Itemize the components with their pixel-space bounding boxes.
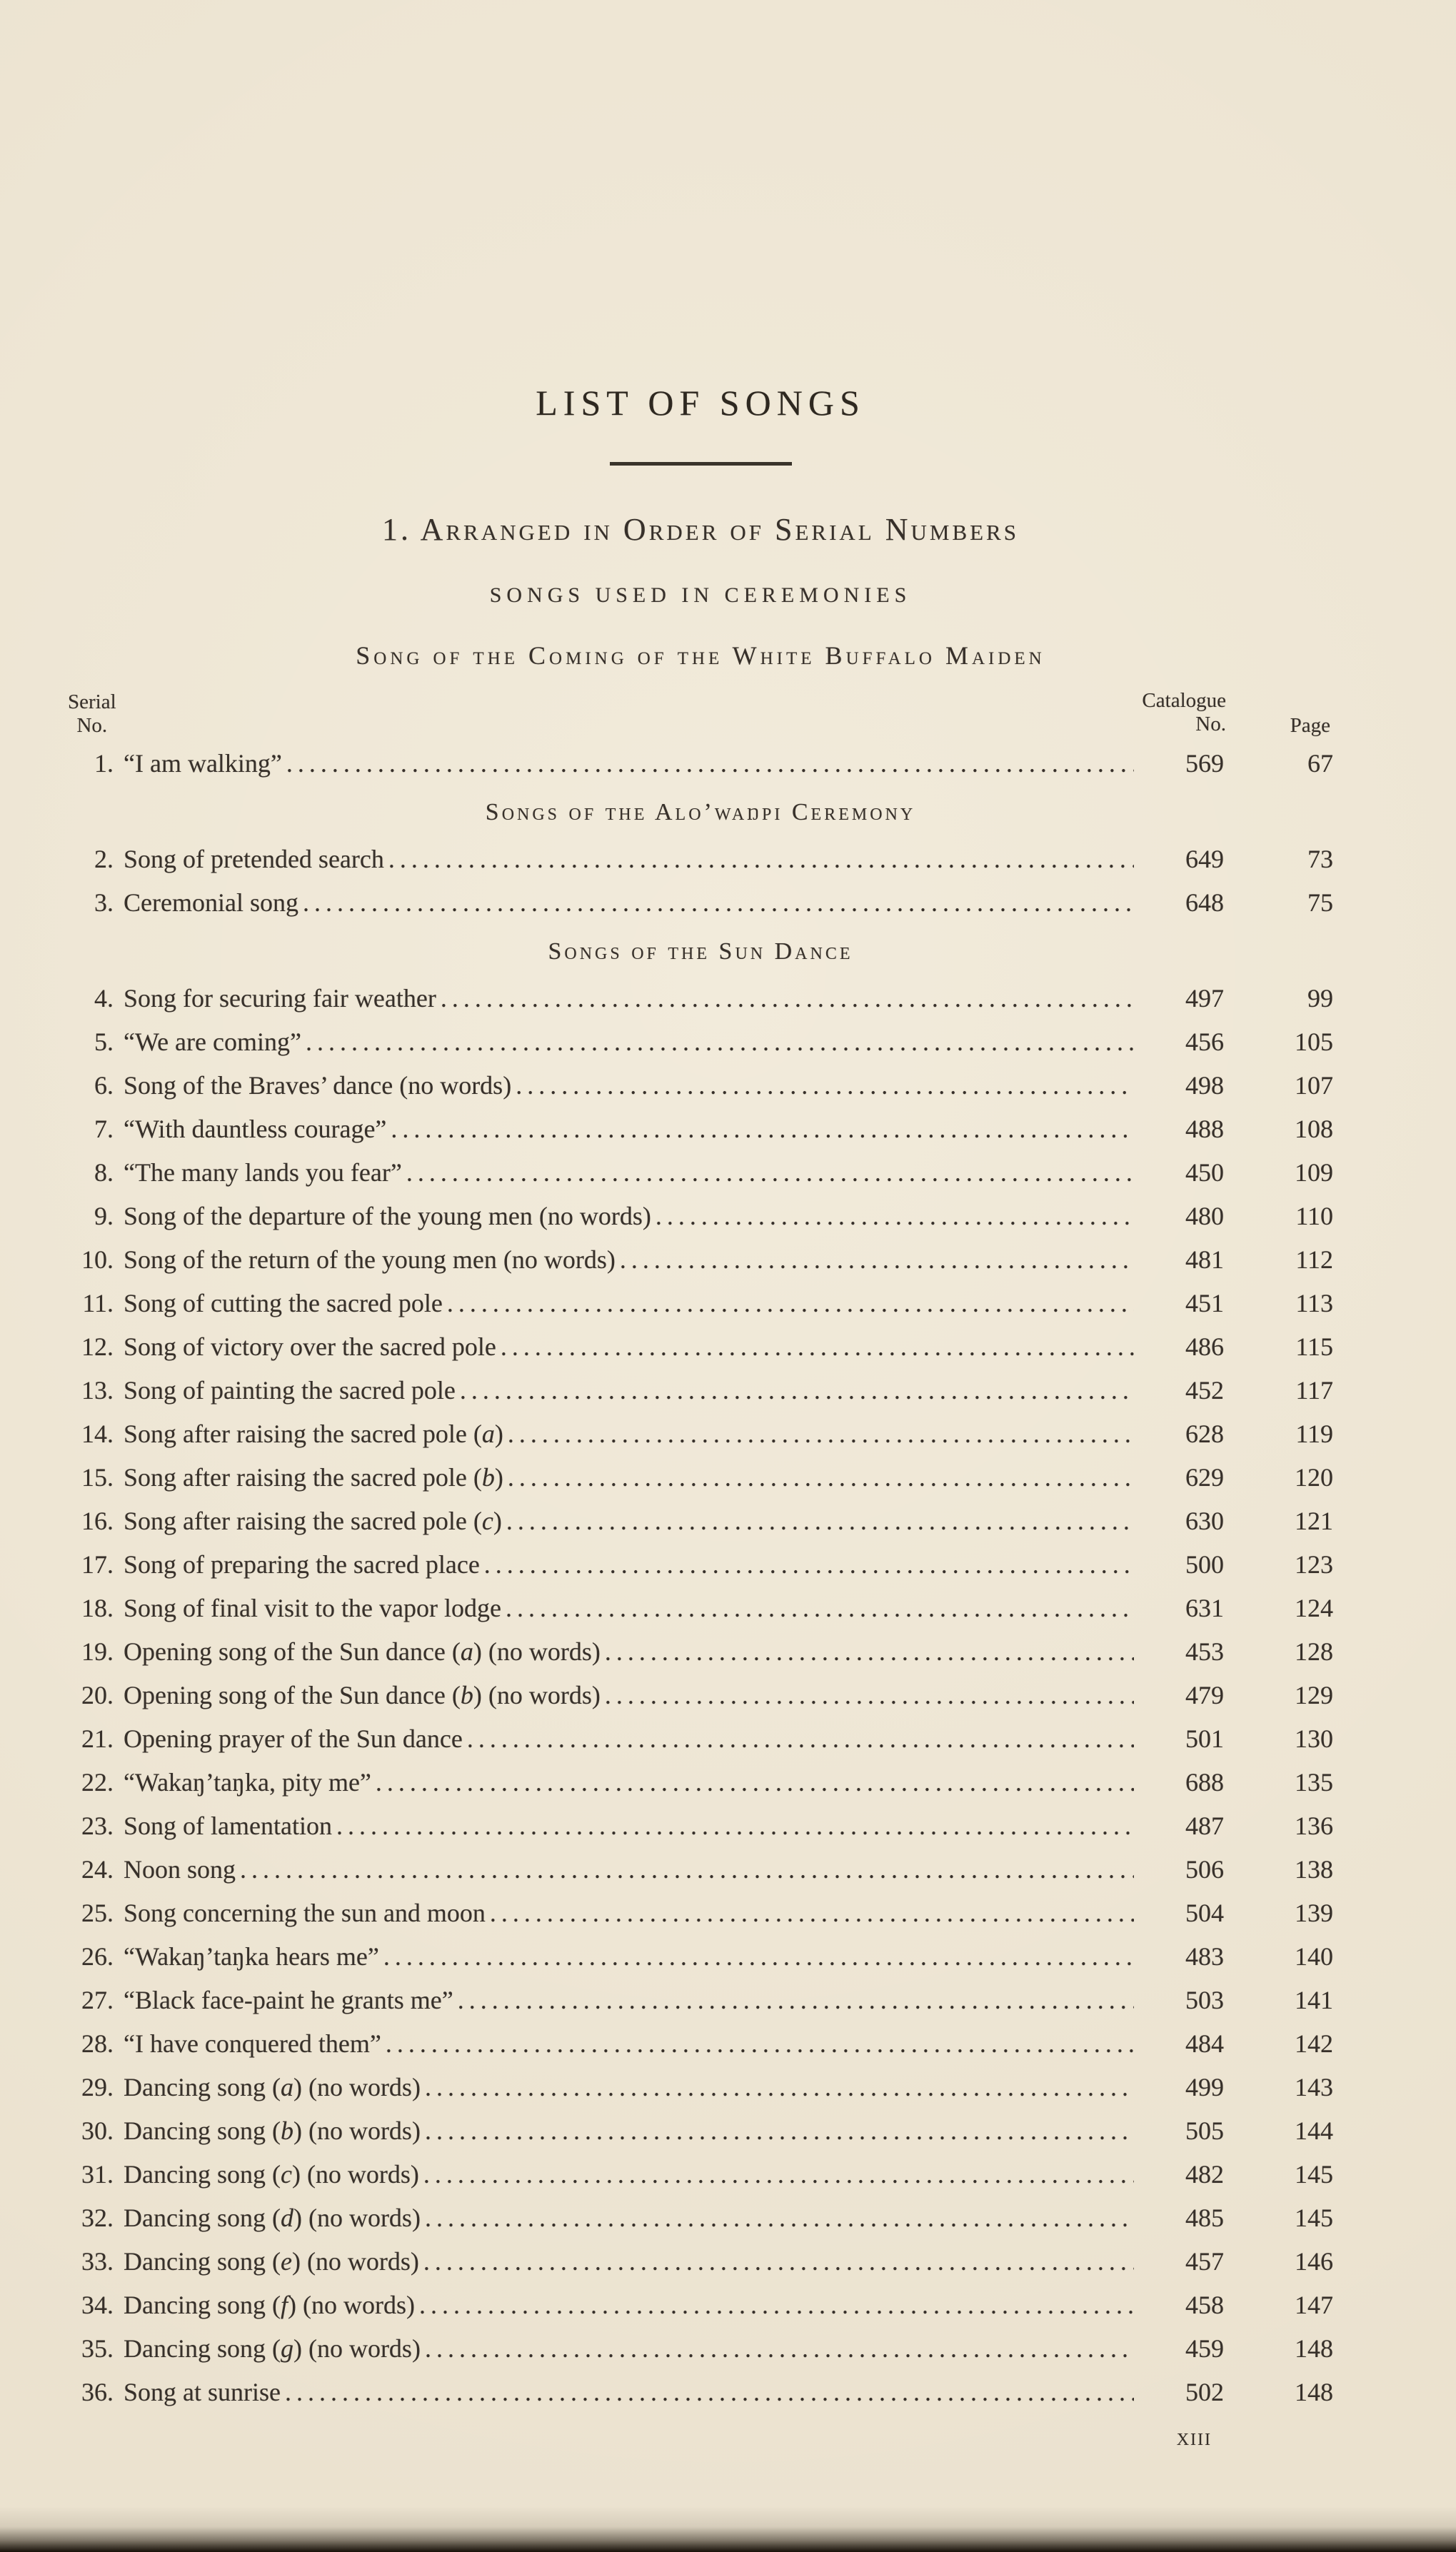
serial-number: 36. xyxy=(81,2378,114,2406)
title-rule xyxy=(610,462,792,466)
catalogue-number: 688 xyxy=(1185,1768,1224,1797)
page-number: 110 xyxy=(1295,1202,1333,1230)
serial-number: 35. xyxy=(81,2334,114,2363)
serial-number: 9. xyxy=(94,1202,114,1230)
list-row xyxy=(68,1761,1333,1804)
serial-number: 34. xyxy=(81,2291,114,2319)
song-title: Song for securing fair weather xyxy=(124,984,436,1013)
serial-number: 2. xyxy=(94,845,114,873)
song-title: “With dauntless courage” xyxy=(124,1115,387,1143)
list-row xyxy=(68,742,1333,785)
dot-leader xyxy=(508,1456,1134,1499)
page-number: 129 xyxy=(1295,1681,1333,1709)
list-row xyxy=(68,2371,1333,2414)
song-title: Song of preparing the sacred place xyxy=(124,1550,480,1579)
song-title: “We are coming” xyxy=(124,1028,301,1056)
song-title: Dancing song (f) (no words) xyxy=(124,2291,415,2319)
catalogue-number: 458 xyxy=(1185,2291,1224,2319)
dot-leader xyxy=(240,1848,1134,1892)
song-title: Dancing song (c) (no words) xyxy=(124,2160,419,2189)
dot-leader xyxy=(447,1282,1134,1325)
catalogue-number: 459 xyxy=(1185,2334,1224,2363)
list-row xyxy=(68,2066,1333,2109)
catalogue-number: 452 xyxy=(1185,1376,1224,1405)
page-number: 145 xyxy=(1295,2204,1333,2232)
catalogue-number: 485 xyxy=(1185,2204,1224,2232)
catalogue-number: 504 xyxy=(1185,1899,1224,1927)
dot-leader xyxy=(458,1979,1134,2022)
list-row xyxy=(68,1804,1333,1848)
serial-number: 6. xyxy=(94,1071,114,1100)
catalogue-number: 649 xyxy=(1185,845,1224,873)
song-title: Dancing song (e) (no words) xyxy=(124,2247,419,2276)
section-heading: Songs of the Sun Dance xyxy=(548,938,853,965)
table-header xyxy=(68,689,1333,742)
list-row xyxy=(68,1282,1333,1325)
serial-number: 15. xyxy=(81,1463,114,1492)
list-row xyxy=(68,1587,1333,1630)
song-title: Song at sunrise xyxy=(124,2378,281,2406)
page-number: 135 xyxy=(1295,1768,1333,1797)
page-number: 105 xyxy=(1295,1028,1333,1056)
page-number: 107 xyxy=(1295,1071,1333,1100)
page-number: 143 xyxy=(1295,2073,1333,2101)
song-title: Song of victory over the sacred pole xyxy=(124,1332,496,1361)
list-row xyxy=(68,1979,1333,2022)
list-row xyxy=(68,1456,1333,1499)
page-number: 112 xyxy=(1295,1245,1333,1274)
catalogue-number: 486 xyxy=(1185,1332,1224,1361)
list-row xyxy=(68,881,1333,925)
section-heading: Songs of the Alo’waŋpi Ceremony xyxy=(485,799,916,825)
serial-number: 11. xyxy=(82,1289,114,1317)
page-number: 124 xyxy=(1295,1594,1333,1622)
page-number: 140 xyxy=(1295,1942,1333,1971)
heading-serial-order: 1. Arranged in Order of Serial Numbers xyxy=(382,512,1019,547)
dot-leader xyxy=(376,1761,1134,1804)
page-edge-shadow xyxy=(0,2506,1456,2552)
page-number: 117 xyxy=(1295,1376,1333,1405)
serial-number: 31. xyxy=(81,2160,114,2189)
dot-leader xyxy=(286,742,1134,785)
page-title: LIST OF SONGS xyxy=(536,383,865,423)
song-title: Opening song of the Sun dance (a) (no words) xyxy=(124,1637,601,1666)
serial-number: 21. xyxy=(81,1724,114,1753)
dot-leader xyxy=(391,1107,1134,1151)
list-row xyxy=(68,1325,1333,1369)
list-row xyxy=(68,2022,1333,2066)
catalogue-number: 503 xyxy=(1185,1986,1224,2014)
song-title: Song after raising the sacred pole (a) xyxy=(124,1420,503,1448)
song-title: Song of the Braves’ dance (no words) xyxy=(124,1071,512,1100)
song-title: Dancing song (g) (no words) xyxy=(124,2334,421,2363)
catalogue-number: 483 xyxy=(1185,1942,1224,1971)
serial-number: 3. xyxy=(94,888,114,917)
list-row xyxy=(68,2196,1333,2240)
list-row xyxy=(68,1369,1333,1412)
serial-number: 12. xyxy=(81,1332,114,1361)
dot-leader xyxy=(419,2284,1134,2327)
list-row xyxy=(68,1499,1333,1543)
serial-number: 1. xyxy=(94,749,114,778)
dot-leader xyxy=(484,1543,1134,1587)
song-title: Noon song xyxy=(124,1855,236,1884)
dot-leader xyxy=(490,1892,1134,1935)
song-title: Song of the return of the young men (no words) xyxy=(124,1245,616,1274)
page-number: 120 xyxy=(1295,1463,1333,1492)
dot-leader xyxy=(388,838,1134,881)
dot-leader xyxy=(423,2240,1134,2284)
dot-leader xyxy=(425,2196,1134,2240)
page-number: 113 xyxy=(1295,1289,1333,1317)
song-title: “I have conquered them” xyxy=(124,2029,381,2058)
catalogue-number: 487 xyxy=(1185,1812,1224,1840)
catalogue-header-line1: Catalogue xyxy=(1142,689,1226,712)
list-row xyxy=(68,838,1333,881)
catalogue-number: 501 xyxy=(1185,1724,1224,1753)
dot-leader xyxy=(383,1935,1134,1979)
page-number: 146 xyxy=(1295,2247,1333,2276)
song-title: Dancing song (b) (no words) xyxy=(124,2116,421,2145)
serial-number: 4. xyxy=(94,984,114,1013)
dot-leader xyxy=(306,1020,1134,1064)
catalogue-number: 648 xyxy=(1185,888,1224,917)
serial-number: 27. xyxy=(81,1986,114,2014)
heading-white-buffalo-maiden: Song of the Coming of the White Buffalo Maiden xyxy=(356,641,1045,670)
catalogue-number: 502 xyxy=(1185,2378,1224,2406)
page-number: 123 xyxy=(1295,1550,1333,1579)
dot-leader xyxy=(386,2022,1134,2066)
serial-number: 10. xyxy=(81,1245,114,1274)
page-folio: xiii xyxy=(1176,2424,1212,2451)
list-row xyxy=(68,2284,1333,2327)
page-number: 148 xyxy=(1295,2378,1333,2406)
page-number: 144 xyxy=(1295,2116,1333,2145)
list-row xyxy=(68,1848,1333,1892)
dot-leader xyxy=(516,1064,1134,1107)
song-title: Dancing song (d) (no words) xyxy=(124,2204,421,2232)
serial-number: 24. xyxy=(81,1855,114,1884)
page-number: 73 xyxy=(1307,845,1333,873)
catalogue-header-line2: No. xyxy=(1195,713,1226,735)
page-number: 138 xyxy=(1295,1855,1333,1884)
catalogue-number: 457 xyxy=(1185,2247,1224,2276)
song-title: “Wakaŋ’taŋka, pity me” xyxy=(124,1768,371,1797)
dot-leader xyxy=(406,1151,1134,1195)
catalogue-number: 456 xyxy=(1185,1028,1224,1056)
page-number: 119 xyxy=(1295,1420,1333,1448)
dot-leader xyxy=(656,1195,1134,1238)
serial-number: 17. xyxy=(81,1550,114,1579)
page-number: 109 xyxy=(1295,1158,1333,1187)
catalogue-number: 482 xyxy=(1185,2160,1224,2189)
song-title: Song after raising the sacred pole (c) xyxy=(124,1507,502,1535)
song-title: Song of final visit to the vapor lodge xyxy=(124,1594,501,1622)
catalogue-number: 569 xyxy=(1185,749,1224,778)
catalogue-number: 628 xyxy=(1185,1420,1224,1448)
catalogue-number: 500 xyxy=(1185,1550,1224,1579)
serial-number: 22. xyxy=(81,1768,114,1797)
serial-number: 13. xyxy=(81,1376,114,1405)
catalogue-number: 499 xyxy=(1185,2073,1224,2101)
list-row xyxy=(68,1543,1333,1587)
serial-number: 30. xyxy=(81,2116,114,2145)
serial-number: 20. xyxy=(81,1681,114,1709)
catalogue-number: 505 xyxy=(1185,2116,1224,2145)
serial-number: 29. xyxy=(81,2073,114,2101)
catalogue-number: 450 xyxy=(1185,1158,1224,1187)
serial-number: 32. xyxy=(81,2204,114,2232)
catalogue-number: 488 xyxy=(1185,1115,1224,1143)
list-row xyxy=(68,1892,1333,1935)
catalogue-number: 484 xyxy=(1185,2029,1224,2058)
list-row xyxy=(68,1630,1333,1674)
song-title: Song of the departure of the young men (no words) xyxy=(124,1202,651,1230)
list-row xyxy=(68,1674,1333,1717)
song-title: “The many lands you fear” xyxy=(124,1158,402,1187)
serial-number: 23. xyxy=(81,1812,114,1840)
list-row xyxy=(68,1717,1333,1761)
serial-number: 26. xyxy=(81,1942,114,1971)
list-row xyxy=(68,1238,1333,1282)
page-number: 128 xyxy=(1295,1637,1333,1666)
serial-number: 19. xyxy=(81,1637,114,1666)
dot-leader xyxy=(303,881,1134,925)
catalogue-column-header xyxy=(1142,689,1226,736)
page-number: 147 xyxy=(1295,2291,1333,2319)
dot-leader xyxy=(425,2109,1134,2153)
catalogue-number: 631 xyxy=(1185,1594,1224,1622)
serial-number: 25. xyxy=(81,1899,114,1927)
serial-number: 8. xyxy=(94,1158,114,1187)
catalogue-number: 453 xyxy=(1185,1637,1224,1666)
list-row xyxy=(68,2240,1333,2284)
dot-leader xyxy=(425,2327,1134,2371)
list-row xyxy=(68,1064,1333,1107)
song-list xyxy=(68,742,1333,2414)
song-title: Dancing song (a) (no words) xyxy=(124,2073,421,2101)
dot-leader xyxy=(508,1412,1134,1456)
page-number: 139 xyxy=(1295,1899,1333,1927)
dot-leader xyxy=(423,2153,1134,2196)
song-title: Opening song of the Sun dance (b) (no words) xyxy=(124,1681,601,1709)
catalogue-number: 451 xyxy=(1185,1289,1224,1317)
serial-number: 28. xyxy=(81,2029,114,2058)
list-row xyxy=(68,1107,1333,1151)
catalogue-number: 498 xyxy=(1185,1071,1224,1100)
song-title: Song after raising the sacred pole (b) xyxy=(124,1463,503,1492)
catalogue-number: 479 xyxy=(1185,1681,1224,1709)
dot-leader xyxy=(460,1369,1134,1412)
page-number: 141 xyxy=(1295,1986,1333,2014)
page-number: 130 xyxy=(1295,1724,1333,1753)
song-title: “Black face-paint he grants me” xyxy=(124,1986,453,2014)
serial-column-header xyxy=(68,690,116,738)
song-title: Ceremonial song xyxy=(124,888,298,917)
dot-leader xyxy=(425,2066,1134,2109)
serial-number: 5. xyxy=(94,1028,114,1056)
list-row xyxy=(68,1412,1333,1456)
serial-number: 33. xyxy=(81,2247,114,2276)
page-number: 108 xyxy=(1295,1115,1333,1143)
dot-leader xyxy=(605,1674,1134,1717)
serial-number: 18. xyxy=(81,1594,114,1622)
page-number: 121 xyxy=(1295,1507,1333,1535)
page-column-header: Page xyxy=(1290,714,1330,737)
page-number: 67 xyxy=(1307,749,1333,778)
dot-leader xyxy=(336,1804,1134,1848)
dot-leader xyxy=(506,1499,1134,1543)
list-row xyxy=(68,1020,1333,1064)
page-number: 142 xyxy=(1295,2029,1333,2058)
page-number: 145 xyxy=(1295,2160,1333,2189)
dot-leader xyxy=(467,1717,1134,1761)
list-row xyxy=(68,1151,1333,1195)
page-number: 75 xyxy=(1307,888,1333,917)
song-title: Song concerning the sun and moon xyxy=(124,1899,486,1927)
serial-number: 7. xyxy=(94,1115,114,1143)
serial-header-line1: Serial xyxy=(68,690,116,713)
dot-leader xyxy=(501,1325,1134,1369)
song-title: Song of cutting the sacred pole xyxy=(124,1289,443,1317)
dot-leader xyxy=(285,2371,1134,2414)
song-title: Song of pretended search xyxy=(124,845,384,873)
page-number: 115 xyxy=(1295,1332,1333,1361)
list-row xyxy=(68,2327,1333,2371)
catalogue-number: 506 xyxy=(1185,1855,1224,1884)
list-row xyxy=(68,2109,1333,2153)
page-number: 136 xyxy=(1295,1812,1333,1840)
list-row xyxy=(68,2153,1333,2196)
list-row xyxy=(68,1935,1333,1979)
song-title: Song of painting the sacred pole xyxy=(124,1376,456,1405)
song-title: Opening prayer of the Sun dance xyxy=(124,1724,463,1753)
dot-leader xyxy=(605,1630,1134,1674)
dot-leader xyxy=(506,1587,1134,1630)
catalogue-number: 481 xyxy=(1185,1245,1224,1274)
list-row xyxy=(68,1195,1333,1238)
serial-number: 14. xyxy=(81,1420,114,1448)
song-title: Song of lamentation xyxy=(124,1812,332,1840)
page-number: 148 xyxy=(1295,2334,1333,2363)
catalogue-number: 480 xyxy=(1185,1202,1224,1230)
catalogue-number: 629 xyxy=(1185,1463,1224,1492)
serial-number: 16. xyxy=(81,1507,114,1535)
heading-songs-used-in-ceremonies: SONGS USED IN CEREMONIES xyxy=(489,583,912,607)
list-row xyxy=(68,977,1333,1020)
catalogue-number: 630 xyxy=(1185,1507,1224,1535)
serial-header-line2: No. xyxy=(76,714,108,737)
page-number: 99 xyxy=(1307,984,1333,1013)
catalogue-number: 497 xyxy=(1185,984,1224,1013)
book-page xyxy=(68,0,1333,2451)
dot-leader xyxy=(441,977,1134,1020)
song-title: “I am walking” xyxy=(124,749,282,778)
song-title: “Wakaŋ’taŋka hears me” xyxy=(124,1942,379,1971)
dot-leader xyxy=(620,1238,1134,1282)
